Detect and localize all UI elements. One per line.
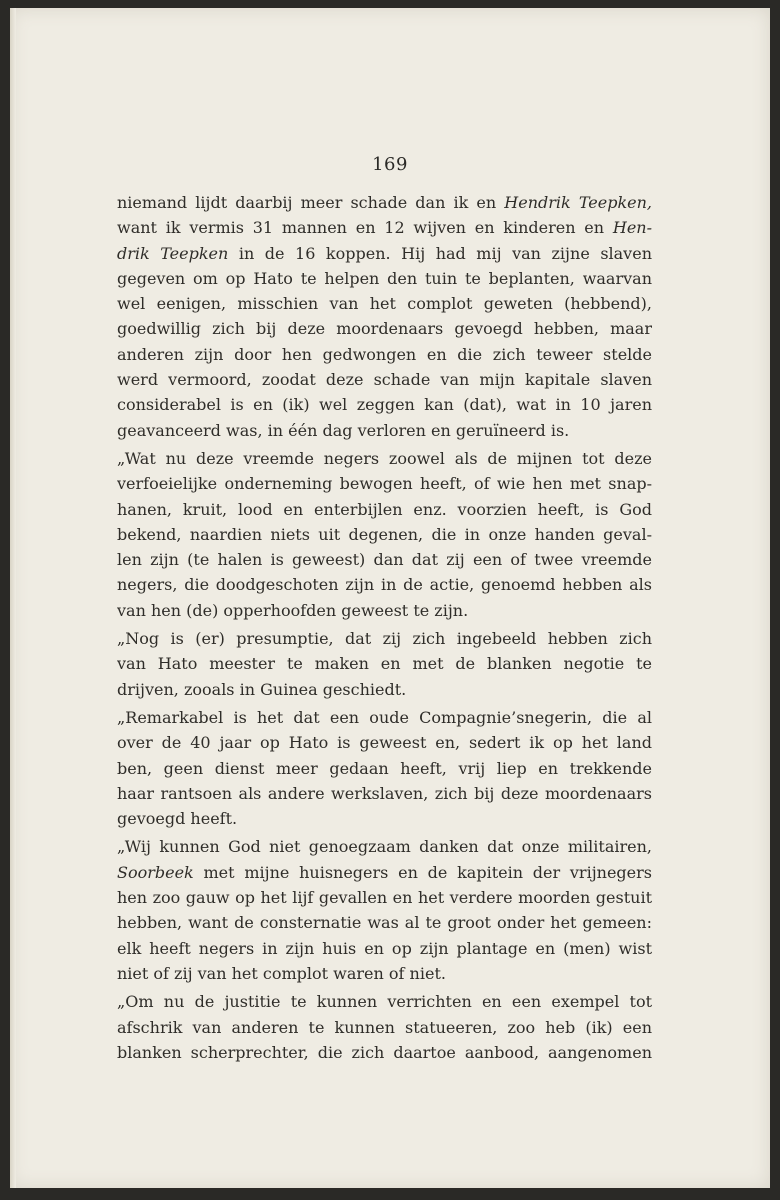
text-line	[117, 241, 652, 266]
text-line	[117, 860, 652, 885]
text-run: „Wat nu deze vreemde negers zoowel als de mijnen tot deze	[117, 448, 652, 468]
text-run: hanen, kruit, lood en enterbijlen enz. voorzien heeft, is God	[117, 499, 652, 519]
text-run: bekend, naardien niets uit degenen, die in onze handen geval-	[117, 524, 652, 544]
text-line	[117, 572, 652, 597]
book-page	[10, 8, 770, 1188]
text-run: gegeven om op Hato te helpen den tuin te beplanten, waarvan	[117, 268, 652, 288]
text-line	[117, 215, 652, 240]
text-run: „Nog is (er) presumptie, dat zij zich ingebeeld hebben zich	[117, 629, 652, 649]
text-run: over de 40 jaar op Hato is geweest en, sedert ik op het land	[117, 733, 652, 753]
text-line	[117, 342, 652, 367]
text-line	[117, 781, 652, 806]
text-line	[117, 291, 652, 316]
text-line	[117, 626, 652, 651]
text-run: ben, geen dienst meer gedaan heeft, vrij liep en trekkende	[117, 758, 652, 778]
text-run: anderen zijn door hen gedwongen en die zich teweer stelde	[117, 344, 652, 364]
text-run: „Remarkabel is het dat een oude Compagnie’snegerin, die al	[117, 707, 652, 727]
text-run: afschrik van anderen te kunnen statueeren, zoo heb (ik) een	[117, 1017, 652, 1037]
text-run: „Om nu de justitie te kunnen verrichten en een exempel tot	[117, 992, 652, 1012]
page-number: 169	[372, 154, 408, 175]
text-line	[117, 367, 652, 392]
italic-name: Hendrik Teepken,	[504, 193, 652, 212]
text-run: met mijne huisnegers en de kapitein der vrijnegers	[193, 862, 652, 882]
paragraph	[117, 446, 652, 623]
page-edge	[10, 8, 16, 1188]
text-run: geavanceerd was, in één dag verloren en geruïneerd is.	[117, 420, 570, 440]
text-line	[117, 677, 652, 702]
text-line	[117, 446, 652, 471]
text-line	[117, 598, 652, 623]
text-run: len zijn (te halen is geweest) dan dat zij een of twee vreemde	[117, 550, 652, 570]
text-run: wel eenigen, misschien van het complot geweten (hebbend),	[117, 294, 652, 314]
paragraph	[117, 705, 652, 831]
text-line	[117, 961, 652, 986]
text-line	[117, 730, 652, 755]
text-line	[117, 651, 652, 676]
text-run: haar rantsoen als andere werkslaven, zich bij deze moordenaars	[117, 783, 652, 803]
text-run: van Hato meester te maken en met de blanken negotie te	[117, 654, 652, 674]
text-run: niet of zij van het complot waren of niet.	[117, 963, 446, 983]
text-run: elk heeft negers in zijn huis en op zijn plantage en (men) wist	[117, 938, 652, 958]
text-line	[117, 418, 652, 443]
text-run: van hen (de) opperhoofden geweest te zijn.	[117, 600, 469, 620]
text-run: hebben, want de consternatie was al te groot onder het gemeen:	[117, 913, 652, 933]
text-line	[117, 910, 652, 935]
text-line	[117, 705, 652, 730]
text-run: drijven, zooals in Guinea geschiedt.	[117, 679, 407, 699]
text-run: negers, die doodgeschoten zijn in de actie, genoemd hebben als	[117, 575, 652, 595]
paragraph	[117, 989, 652, 1065]
text-run: gevoegd heeft.	[117, 809, 238, 829]
text-run: hen zoo gauw op het lijf gevallen en het verdere moorden gestuit	[117, 888, 652, 908]
text-line	[117, 1015, 652, 1040]
text-line	[117, 266, 652, 291]
text-run: considerabel is en (ik) wel zeggen kan (dat), wat in 10 jaren	[117, 395, 652, 415]
text-line	[117, 885, 652, 910]
text-run: „Wij kunnen God niet genoegzaam danken dat onze militairen,	[117, 837, 652, 857]
text-line	[117, 522, 652, 547]
text-line	[117, 806, 652, 831]
text-run: werd vermoord, zoodat deze schade van mijn kapitale slaven	[117, 370, 652, 390]
text-line	[117, 497, 652, 522]
text-run: blanken scherprechter, die zich daartoe aanbood, aangenomen	[117, 1042, 652, 1062]
text-line	[117, 190, 652, 215]
text-line	[117, 834, 652, 859]
italic-name: Hen-	[612, 218, 652, 238]
italic-name: drik Teepken	[117, 243, 229, 263]
text-run: niemand lijdt daarbij meer schade dan ik en	[117, 193, 505, 212]
text-line	[117, 392, 652, 417]
text-line	[117, 471, 652, 496]
text-line	[117, 316, 652, 341]
paragraph	[117, 834, 652, 986]
text-run: want ik vermis 31 mannen en 12 wijven en kinderen en	[117, 218, 613, 238]
text-run: in de 16 koppen. Hij had mij van zijne slaven	[228, 243, 652, 263]
text-line	[117, 756, 652, 781]
text-run: verfoeielijke onderneming bewogen heeft, of wie hen met snap-	[117, 474, 652, 494]
text-line	[117, 547, 652, 572]
text-run: goedwillig zich bij deze moordenaars gevoegd hebben, maar	[117, 319, 652, 339]
paragraph	[117, 190, 652, 443]
text-line	[117, 1040, 652, 1065]
italic-name: Soorbeek	[117, 862, 194, 882]
body-text	[117, 190, 652, 1065]
text-line	[117, 989, 652, 1014]
text-line	[117, 936, 652, 961]
paragraph	[117, 626, 652, 702]
